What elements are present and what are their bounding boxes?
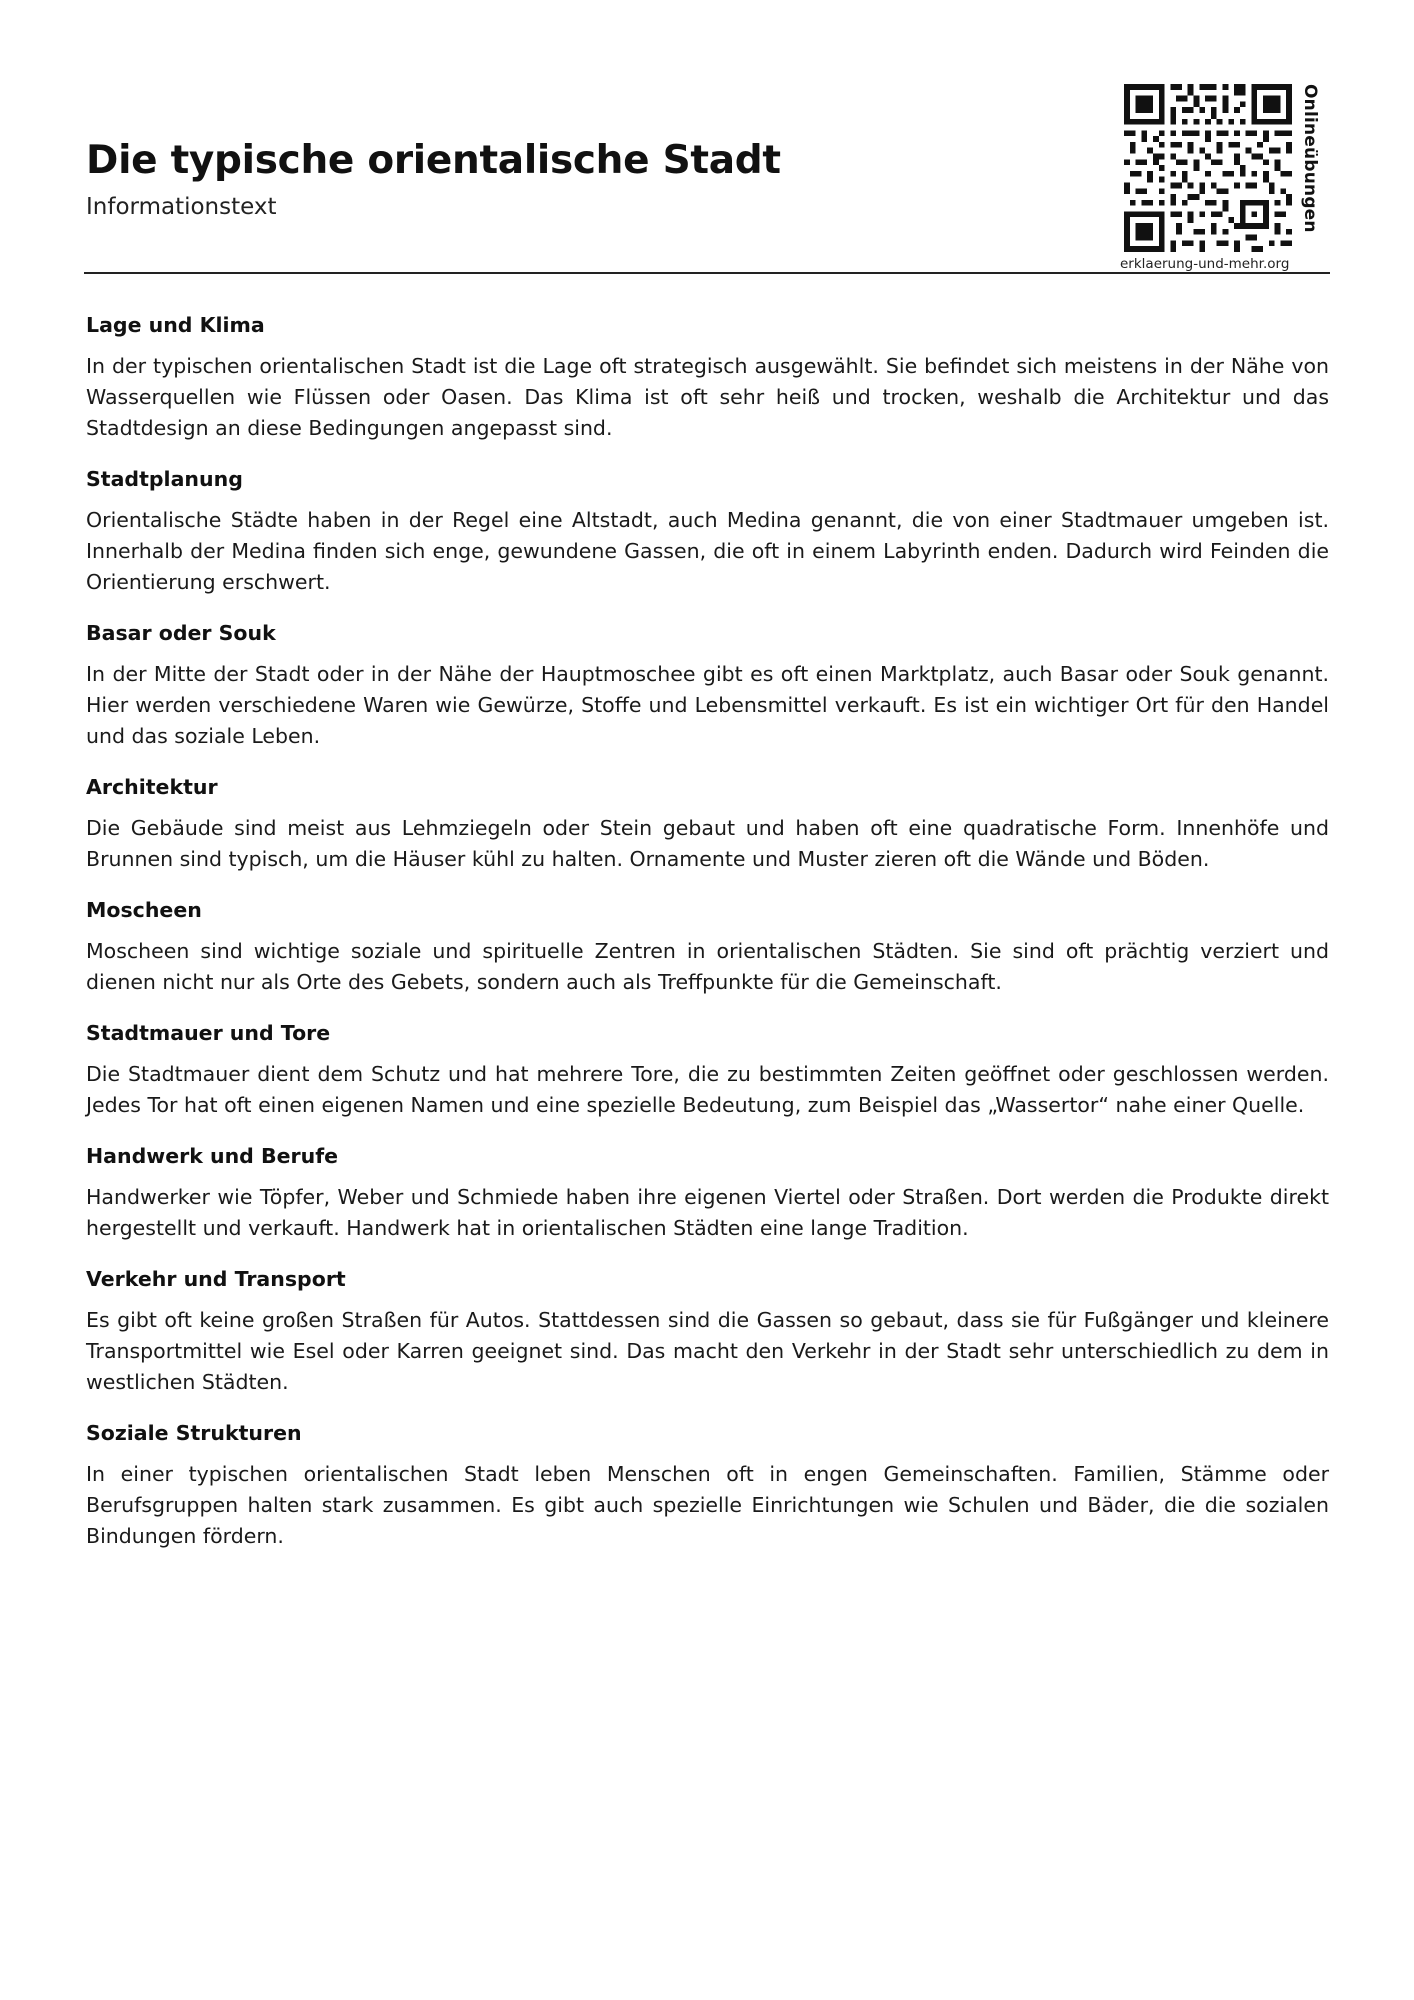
qr-block [1116,84,1340,274]
page-subtitle: Informationstext [86,194,277,220]
section-basar-oder-souk [86,618,1329,752]
page-title: Die typische orientalische Stadt [86,138,781,183]
qr-side-label: Onlineübungen [1300,84,1320,233]
section-text: Handwerker wie Töpfer, Weber und Schmiede haben ihre eigenen Viertel oder Straßen. Dort werden die Produkte direkt hergestellt und verkauft. Handwerk hat in orientalischen Städten eine lange Tradition. [86,1185,1329,1240]
section-handwerk-und-berufe [86,1141,1329,1244]
section-heading: Basar oder Souk [86,621,276,645]
section-text: In einer typischen orientalischen Stadt leben Menschen oft in engen Gemeinschaften. Familien, Stämme oder Berufsgruppen halten stark zusammen. Es gibt auch spezielle Einrichtungen wie Schulen und Bäder, die die sozialen Bindungen fördern. [86,1462,1329,1548]
section-heading: Moscheen [86,898,202,922]
section-text: Orientalische Städte haben in der Regel eine Altstadt, auch Medina genannt, die von einer Stadtmauer umgeben ist. Innerhalb der Medina finden sich enge, gewundene Gassen, die oft in einem Labyrinth enden. Dadurch wird Feinden die Orientierung erschwert. [86,508,1329,594]
section-heading: Soziale Strukturen [86,1421,302,1445]
section-stadtplanung [86,464,1329,598]
section-text: Es gibt oft keine großen Straßen für Autos. Stattdessen sind die Gassen so gebaut, dass sie für Fußgänger und kleinere Transportmittel wie Esel oder Karren geeignet sind. Das macht den Verkehr in der Stadt sehr unterschiedlich zu dem in westlichen Städten. [86,1308,1329,1394]
section-heading: Lage und Klima [86,313,265,337]
section-heading: Handwerk und Berufe [86,1144,339,1168]
section-verkehr-und-transport [86,1264,1329,1398]
section-soziale-strukturen [86,1418,1329,1552]
section-text: Moscheen sind wichtige soziale und spirituelle Zentren in orientalischen Städten. Sie sind oft prächtig verziert und dienen nicht nur als Orte des Gebets, sondern auch als Treffpunkte für die Gemeinschaft. [86,939,1329,994]
section-stadtmauer-und-tore [86,1018,1329,1121]
section-heading: Architektur [86,775,218,799]
section-heading: Verkehr und Transport [86,1267,346,1291]
text-body [86,310,1329,1572]
section-heading: Stadtmauer und Tore [86,1021,331,1045]
section-lage-und-klima [86,310,1329,444]
section-heading: Stadtplanung [86,467,243,491]
section-text: Die Stadtmauer dient dem Schutz und hat mehrere Tore, die zu bestimmten Zeiten geöffnet oder geschlossen werden. Jedes Tor hat oft einen eigenen Namen und eine spezielle Bedeutung, zum Beispiel das „Wassertor“ nahe einer Quelle. [86,1062,1329,1117]
section-text: Die Gebäude sind meist aus Lehmziegeln oder Stein gebaut und haben oft eine quadratische Form. Innenhöfe und Brunnen sind typisch, um die Häuser kühl zu halten. Ornamente und Muster zieren oft die Wände und Böden. [86,816,1329,871]
section-architektur [86,772,1329,875]
section-text: In der Mitte der Stadt oder in der Nähe der Hauptmoschee gibt es oft einen Marktplatz, auch Basar oder Souk genannt. Hier werden verschiedene Waren wie Gewürze, Stoffe und Lebensmittel verkauft. Es ist ein wichtiger Ort für den Handel und das soziale Leben. [86,662,1329,748]
qr-url-text: erklaerung-und-mehr.org [1120,256,1290,272]
qr-code-icon[interactable] [1124,84,1292,252]
section-moscheen [86,895,1329,998]
header-divider [84,272,1330,274]
section-text: In der typischen orientalischen Stadt ist die Lage oft strategisch ausgewählt. Sie befindet sich meistens in der Nähe von Wasserquellen wie Flüssen oder Oasen. Das Klima ist oft sehr heiß und trocken, weshalb die Architektur und das Stadtdesign an diese Bedingungen angepasst sind. [86,354,1329,440]
